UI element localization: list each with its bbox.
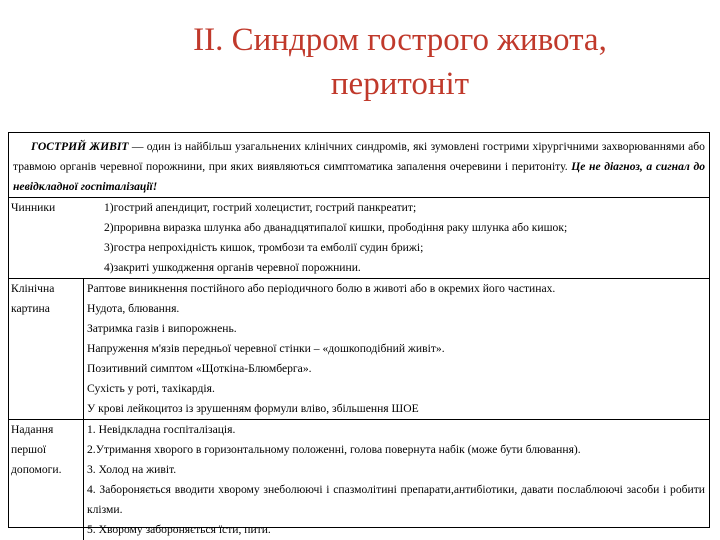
first-aid-label-line: Надання xyxy=(11,423,54,436)
factors-row xyxy=(9,197,709,278)
first-aid-row xyxy=(9,419,709,540)
clinical-item: Нудота, блювання. xyxy=(87,302,180,315)
clinical-label-line: Клінічна xyxy=(11,282,55,295)
first-aid-label-line: першої xyxy=(11,443,47,456)
clinical-list xyxy=(83,279,709,419)
clinical-item: Позитивний симптом «Щоткіна-Блюмберга». xyxy=(87,362,312,375)
page-title xyxy=(0,18,720,106)
clinical-item: Сухість у роті, тахікардія. xyxy=(87,382,215,395)
factor-item: 2)проривна виразка шлунка або дванадцятипалої кишки, прободіння раку шлунка або кишок; xyxy=(104,221,568,234)
first-aid-item: 2.Утримання хворого в горизонтальному положенні, голова повернута набік (може бути блювання). xyxy=(87,443,581,456)
clinical-item: Затримка газів і випорожнень. xyxy=(87,322,237,335)
first-aid-item: 3. Холод на живіт. xyxy=(87,463,177,476)
clinical-label xyxy=(9,279,83,419)
clinical-label-line: картина xyxy=(11,302,50,315)
first-aid-item: 4. Забороняється вводити хворому знеболюючі і спазмолітині препарати,антибіотики, давати послаблюючі засоби і робити клізми. xyxy=(87,483,705,516)
factor-item: 1)гострий апендицит, гострий холецистит, гострий панкреатит; xyxy=(104,201,417,214)
factors-label: Чинники xyxy=(11,201,56,214)
intro-text: — один із найбільш узагальнених клінічних синдромів, які зумовлені гострими хірургічними захворюваннями або травмою органів черевної порожнини, при яких виявляються симптоматика запалення очеревини і перитоніту. xyxy=(13,140,705,173)
first-aid-label-line: допомоги. xyxy=(11,463,62,476)
title-line-2: перитоніт xyxy=(330,66,470,102)
first-aid-label xyxy=(9,420,83,540)
intro-paragraph xyxy=(9,133,709,197)
content-table xyxy=(8,132,710,536)
clinical-item: Напруження м'язів передньої черевної стінки – «дошкоподібний живіт». xyxy=(87,342,445,355)
factor-item: 3)гостра непрохідність кишок, тромбози та емболії судин брижі; xyxy=(104,241,424,254)
intro-emphasis: Це не діагноз, а сигнал до невідкладної госпіталізації! xyxy=(13,160,705,193)
clinical-item: У крові лейкоцитоз із зрушенням формули вліво, збільшення ШОЕ xyxy=(87,402,419,415)
first-aid-item: 1. Невідкладна госпіталізація. xyxy=(87,423,236,436)
intro-term: ГОСТРИЙ ЖИВІТ xyxy=(31,140,129,153)
title-line-1: ІІ. Синдром гострого живота, xyxy=(193,22,607,58)
clinical-item: Раптове виникнення постійного або періодичного болю в животі або в окремих його частинах. xyxy=(87,282,556,295)
first-aid-list xyxy=(83,420,709,540)
clinical-row xyxy=(9,278,709,419)
factor-item: 4)закриті ушкодження органів черевної порожнини. xyxy=(104,261,361,274)
factors-list xyxy=(83,198,709,278)
first-aid-item: 5. Хворому забороняється їсти, пити. xyxy=(87,523,271,536)
